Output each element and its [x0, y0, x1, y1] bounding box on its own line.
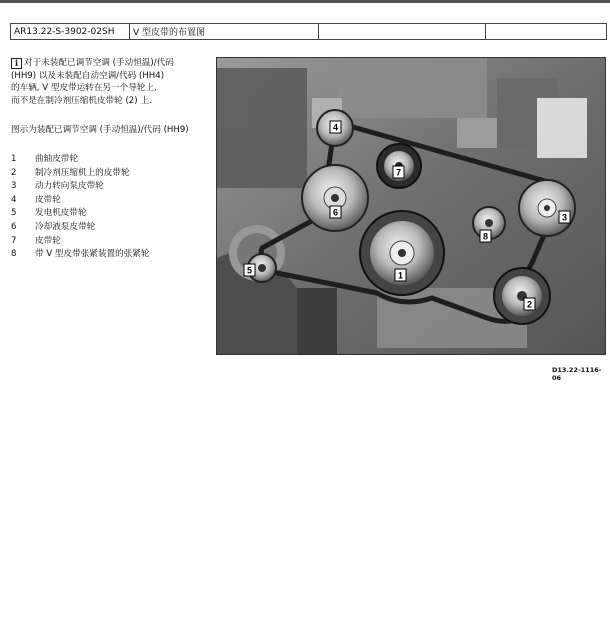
legend-text: 制冷剂压缩机上的皮带轮 [35, 167, 130, 178]
note-line: 而不是在制冷剂压缩机皮带轮 (2) 上. [11, 95, 152, 106]
note-line: 对于未装配已调节空调 (手动恒温)/代码 [24, 58, 174, 68]
legend-number: 3 [11, 181, 17, 192]
info-icon: i [11, 58, 22, 69]
document-header-table [10, 23, 607, 40]
pulley-6 [302, 165, 368, 231]
callout-1: 1 [397, 270, 404, 281]
callout-7: 7 [395, 167, 402, 178]
legend-number: 8 [11, 249, 17, 260]
figure-caption: 图示为装配已调节空调 (手动恒温)/代码 (HH9) [11, 125, 189, 136]
pulley-2 [494, 268, 550, 324]
legend-text: 带 V 型皮带张紧装置的张紧轮 [35, 249, 150, 260]
pulley-3 [519, 180, 575, 236]
note-block [11, 57, 211, 107]
pulley-1 [360, 211, 444, 295]
legend-number: 5 [11, 208, 17, 219]
callout-8: 8 [482, 231, 489, 242]
legend-item [11, 167, 211, 181]
callout-4: 4 [332, 122, 339, 133]
callout-6: 6 [332, 207, 339, 218]
legend-item [11, 235, 211, 249]
document-title: V 型皮带的布置图 [130, 24, 319, 40]
legend-item [11, 207, 211, 221]
legend-item [11, 153, 211, 167]
note-line: 的车辆, V 型皮带运转在另一个导轮上, [11, 83, 157, 94]
header-empty-cell [486, 24, 607, 40]
legend-item [11, 221, 211, 235]
document-id: AR13.22-S-3902-02SH [11, 24, 130, 40]
legend-number: 2 [11, 167, 17, 178]
legend-list [11, 153, 211, 262]
legend-number: 6 [11, 221, 17, 232]
legend-text: 皮带轮 [35, 194, 61, 205]
engine-illustration [217, 58, 605, 354]
legend-number: 7 [11, 235, 17, 246]
legend-item [11, 194, 211, 208]
legend-text: 发电机皮带轮 [35, 208, 87, 219]
legend-text: 曲轴皮带轮 [35, 153, 78, 164]
legend-number: 4 [11, 194, 17, 205]
legend-text: 冷却液泵皮带轮 [35, 221, 96, 232]
legend-item [11, 248, 211, 262]
top-rule [0, 0, 610, 3]
figure-id: D13.22-1116-06 [552, 366, 602, 382]
callout-3: 3 [561, 212, 568, 223]
legend-number: 1 [11, 153, 17, 164]
belt-layout-photo [216, 57, 606, 355]
legend-text: 动力转向泵皮带轮 [35, 181, 104, 192]
header-empty-cell [319, 24, 486, 40]
legend-text: 皮带轮 [35, 235, 61, 246]
note-line: (HH9) 以及未装配自动空调/代码 (HH4) [11, 70, 165, 81]
callout-5: 5 [246, 265, 253, 276]
callout-2: 2 [526, 299, 533, 310]
legend-item [11, 180, 211, 194]
text-column [11, 57, 211, 262]
